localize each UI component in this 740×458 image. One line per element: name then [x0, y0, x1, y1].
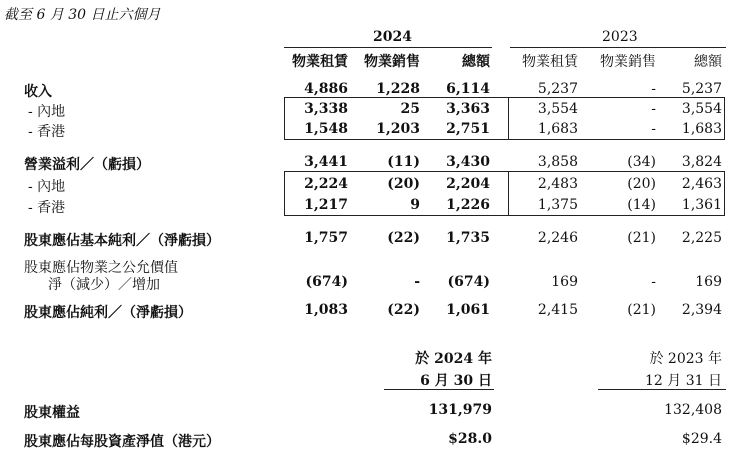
cell: -	[651, 121, 656, 137]
box-rule	[284, 171, 725, 172]
cell: 4,886	[304, 81, 348, 97]
box-rule	[508, 97, 509, 139]
cell: 3,858	[537, 154, 578, 170]
balance-2024-rule	[384, 389, 494, 390]
row-label-mainland: - 內地	[28, 104, 66, 120]
cell: (22)	[387, 230, 420, 246]
cell: 1,228	[376, 81, 420, 97]
cell: 2,415	[537, 302, 578, 318]
cell: 2,751	[446, 121, 490, 137]
box-rule	[284, 139, 725, 140]
row-label-hongkong: - 香港	[28, 200, 66, 216]
cell: (22)	[387, 302, 420, 318]
cell: 169	[695, 274, 722, 290]
cell: 1,203	[376, 121, 420, 137]
cell: 132,408	[664, 402, 722, 418]
table-title: 截至 6 月 30 日止六個月	[4, 7, 161, 23]
cell: 1,683	[537, 121, 578, 137]
col-header-rental-2024: 物業租賃	[292, 54, 348, 70]
cell: 1,083	[304, 302, 348, 318]
year-2023-rule	[510, 47, 726, 48]
cell: 2,483	[537, 176, 578, 192]
cell: -	[651, 81, 656, 97]
cell: -	[651, 274, 656, 290]
cell: 6,114	[446, 81, 490, 97]
cell: 169	[551, 274, 578, 290]
cell: 1,735	[446, 230, 490, 246]
row-label-fair-value: 股東應佔物業之公允價值	[24, 260, 178, 276]
cell: $29.4	[681, 431, 722, 447]
cell: 2,394	[681, 302, 722, 318]
row-label-mainland: - 內地	[28, 179, 66, 195]
cell: (20)	[387, 176, 420, 192]
cell: 2,204	[446, 176, 490, 192]
box-rule	[724, 171, 725, 215]
cell: -	[414, 274, 420, 290]
cell: 5,237	[537, 81, 578, 97]
box-rule	[284, 215, 725, 216]
cell: (674)	[305, 274, 348, 290]
cell: 1,061	[446, 302, 490, 318]
row-label-underlying-profit: 股東應佔基本純利／（淨虧損）	[24, 233, 220, 249]
balance-header-2024-line2: 6 月 30 日	[420, 373, 492, 389]
cell: 3,824	[681, 154, 722, 170]
cell: (11)	[387, 154, 420, 170]
cell: 25	[400, 101, 420, 117]
year-2024-rule	[284, 47, 492, 48]
row-label-fair-value-line2: 淨（減少）／增加	[48, 277, 160, 293]
box-rule	[508, 171, 509, 215]
cell: -	[651, 101, 656, 117]
row-label-shareholders-equity: 股東權益	[24, 405, 80, 421]
balance-2023-rule	[598, 389, 726, 390]
row-label-hongkong: - 香港	[28, 124, 66, 140]
year-2024-header: 2024	[373, 29, 412, 45]
cell: 1,683	[681, 121, 722, 137]
balance-header-2023-line1: 於 2023 年	[649, 351, 722, 367]
cell: (20)	[627, 176, 656, 192]
cell: 1,361	[681, 197, 722, 213]
cell: 2,225	[681, 230, 722, 246]
cell: (674)	[447, 274, 490, 290]
cell: 3,363	[446, 101, 490, 117]
col-header-rental-2023: 物業租賃	[522, 54, 578, 70]
box-rule	[724, 97, 725, 139]
cell: 3,554	[681, 101, 722, 117]
cell: (34)	[627, 154, 656, 170]
box-rule	[284, 97, 725, 98]
cell: 1,375	[537, 197, 578, 213]
row-label-operating-profit: 營業溢利／（虧損）	[24, 157, 150, 173]
cell: 1,217	[304, 197, 348, 213]
cell: 3,338	[304, 101, 348, 117]
cell: 3,430	[446, 154, 490, 170]
balance-header-2023-line2: 12 月 31 日	[645, 373, 722, 389]
cell: (14)	[627, 197, 656, 213]
cell: 2,246	[537, 230, 578, 246]
cell: (21)	[627, 302, 656, 318]
cell: (21)	[627, 230, 656, 246]
cell: 131,979	[428, 402, 492, 418]
cell: $28.0	[448, 431, 492, 447]
col-header-total-2023: 總額	[694, 54, 722, 70]
cell: 1,548	[304, 121, 348, 137]
cell: 9	[410, 197, 420, 213]
col-header-sales-2024: 物業銷售	[364, 54, 420, 70]
row-label-nav-per-share: 股東應佔每股資產淨值（港元）	[24, 434, 220, 450]
col-header-total-2024: 總額	[462, 54, 490, 70]
col-header-sales-2023: 物業銷售	[600, 54, 656, 70]
cell: 2,224	[304, 176, 348, 192]
cell: 5,237	[681, 81, 722, 97]
cell: 3,441	[304, 154, 348, 170]
cell: 2,463	[681, 176, 722, 192]
row-label-net-profit: 股東應佔純利／（淨虧損）	[24, 305, 192, 321]
row-label-revenue: 收入	[24, 84, 52, 100]
balance-header-2024-line1: 於 2024 年	[415, 351, 492, 367]
cell: 1,226	[446, 197, 490, 213]
cell: 1,757	[304, 230, 348, 246]
cell: 3,554	[537, 101, 578, 117]
year-2023-header: 2023	[602, 29, 638, 45]
